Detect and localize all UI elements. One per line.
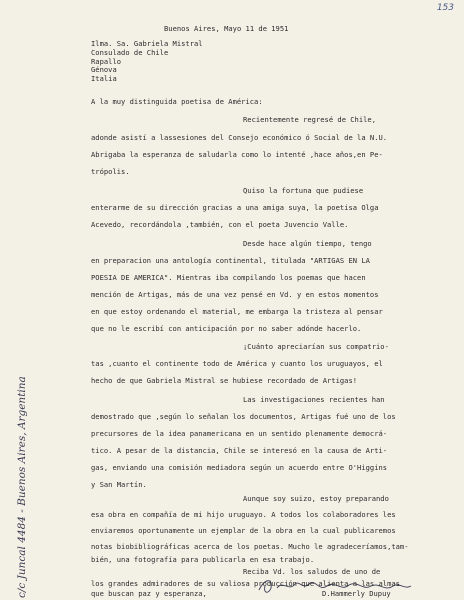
handwritten-margin-note: c/c Juncal 4484 - Buenos Aires, Argentina [16,376,28,598]
body-line: ¡Cuánto apreciarían sus compatrio- [243,342,389,351]
body-line: enterarme de su dirección gracias a una amiga suya, la poetisa Olga [91,203,379,212]
body-line: Abrigaba la esperanza de saludarla como lo intenté ,hace años,en Pe- [91,150,383,159]
body-line: notas biobibliográficas acerca de los poetas. Mucho le agradeceríamos,tam- [91,542,409,551]
body-line: que buscan paz y esperanza, [91,589,207,598]
body-line: demostrado que ,según lo señalan los documentos, Artigas fué uno de los [91,412,396,421]
body-line: esa obra en compañía de mi hijo uruguayo. A todos los colaboradores les [91,510,396,519]
address-line: Ilma. Sa. Gabriela Mistral [91,39,203,48]
body-line: Reciba Vd. los saludos de uno de [243,567,381,576]
body-line: adonde asistí a lassesiones del Consejo económico ó Social de la N.U. [91,133,388,142]
page-number: 153 [436,3,454,13]
body-line: precursores de la idea panamericana en un sentido plenamente democrá- [91,429,388,438]
body-line: trópolis. [91,167,130,176]
address-line: Consulado de Chile [91,48,169,57]
body-line: mención de Artigas, más de una vez pensé en Vd. y en estos momentos [91,290,379,299]
body-line: Desde hace algún tiempo, tengo [243,239,372,248]
body-line: tas ,cuanto el continente todo de América y cuanto los uruguayos, el [91,359,383,368]
address-line: Italia [91,74,117,83]
body-line: en que estoy ordenando el material, me embarga la tristeza al pensar [91,307,383,316]
salutation: A la muy distinguida poetisa de América: [91,97,263,106]
body-line: bién, una fotografía para publicarla en esa trabajo. [91,555,315,564]
body-line: y San Martín. [91,480,147,489]
body-line: Recientemente regresé de Chile, [243,115,377,124]
address-line: Rapallo [91,57,122,66]
typed-signature: D.Hammerly Dupuy [322,589,391,598]
body-line: tico. A pesar de la distancia, Chile se interesó en la causa de Arti- [91,446,388,455]
body-line: hecho de que Gabriela Mistral se hubiese recordado de Artigas! [91,376,358,385]
body-line: gas, enviando una comisión mediadora según un acuerdo entre O'Higgins [91,463,388,472]
body-line: POESIA DE AMERICA". Mientras iba compilando los poemas que hacen [91,273,366,282]
body-line: Quiso la fortuna que pudiese [243,186,364,195]
body-line: Las investigaciones recientes han [243,395,385,404]
body-line: enviaremos oportunamente un ejemplar de la obra en la cual publicaremos [91,526,396,535]
address-line: Génova [91,65,117,74]
date-line: Buenos Aires, Mayo 11 de 1951 [164,24,289,33]
body-line: Acevedo, recordándola ,también, con el poeta Juvencio Valle. [91,220,349,229]
body-line: en preparacion una antología continental, titulada "ARTIGAS EN LA [91,256,370,265]
body-line: los grandes admiradores de su valiosa producción que alienta a las almas [91,579,400,588]
body-line: que no le escribí con anticipación por no saber adónde hacerlo. [91,324,362,333]
body-line: Aunque soy suizo, estoy preparando [243,494,389,503]
